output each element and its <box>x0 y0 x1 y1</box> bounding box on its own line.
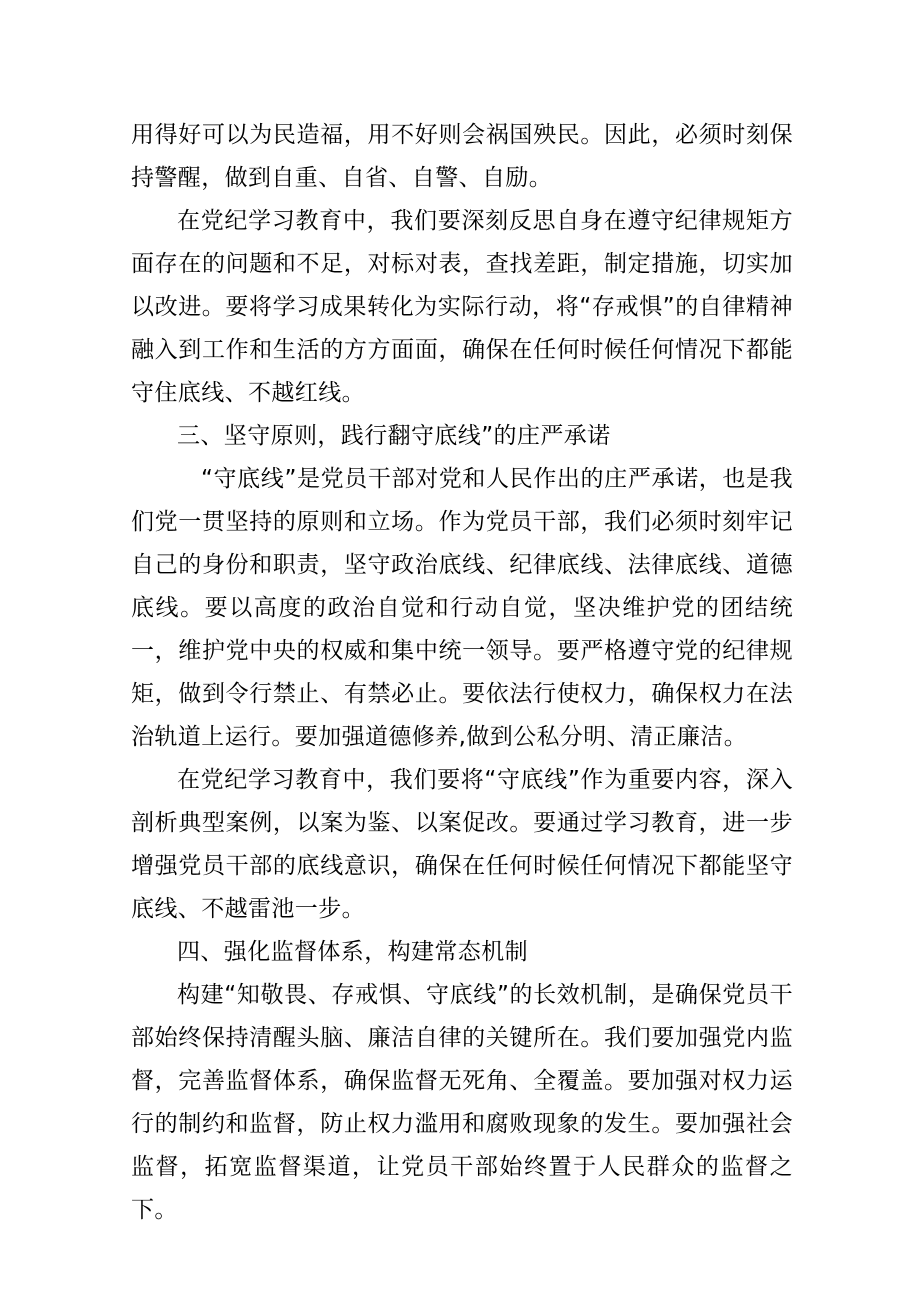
paragraph-bottom-line: “守底线”是党员干部对党和人民作出的庄严承诺，也是我们党一贯坚持的原则和立场。作为党员干部，我们必须时刻牢记自己的身份和职责，坚守政治底线、纪律底线、法律底线、道德底线。要以高度的政治自觉和行动自觉，坚决维护党的团结统一，维护党中央的权威和集中统一领导。要严格遵守党的纪律规矩，做到令行禁止、有禁必止。要依法行使权力，确保权力在法治轨道上运行。要加强道德修养,做到公私分明、清正廉洁。 <box>131 466 793 750</box>
paragraph-supervision: 构建“知敬畏、存戒惧、守底线”的长效机制，是确保党员干部始终保持清醒头脑、廉洁自律的关键所在。我们要加强党内监督，完善监督体系，确保监督无死角、全覆盖。要加强对权力运行的制约和监督，防止权力滥用和腐败现象的发生。要加强社会监督，拓宽监督渠道，让党员干部始终置于人民群众的监督之下。 <box>131 982 793 1223</box>
section-heading-three: 三、坚守原则，践行翻守底线”的庄严承诺 <box>177 423 611 449</box>
paragraph-study-education: 在党纪学习教育中，我们要将“守底线”作为重要内容，深入剖析典型案例，以案为鉴、以案促改。要通过学习教育，进一步增强党员干部的底线意识，确保在任何时候任何情况下都能坚守底线、不越雷池一步。 <box>131 767 793 922</box>
paragraph-continuation: 用得好可以为民造福，用不好则会祸国殃民。因此，必须时刻保持警醒，做到自重、自省、自警、自励。 <box>131 122 793 191</box>
paragraph-reflection: 在党纪学习教育中，我们要深刻反思自身在遵守纪律规矩方面存在的问题和不足，对标对表，查找差距，制定措施，切实加以改进。要将学习成果转化为实际行动，将“存戒惧”的自律精神融入到工作和生活的方方面面，确保在任何时候任何情况下都能守住底线、不越红线。 <box>131 208 793 406</box>
section-heading-four: 四、强化监督体系，构建常态机制 <box>177 939 528 965</box>
document-body <box>131 114 793 1232</box>
